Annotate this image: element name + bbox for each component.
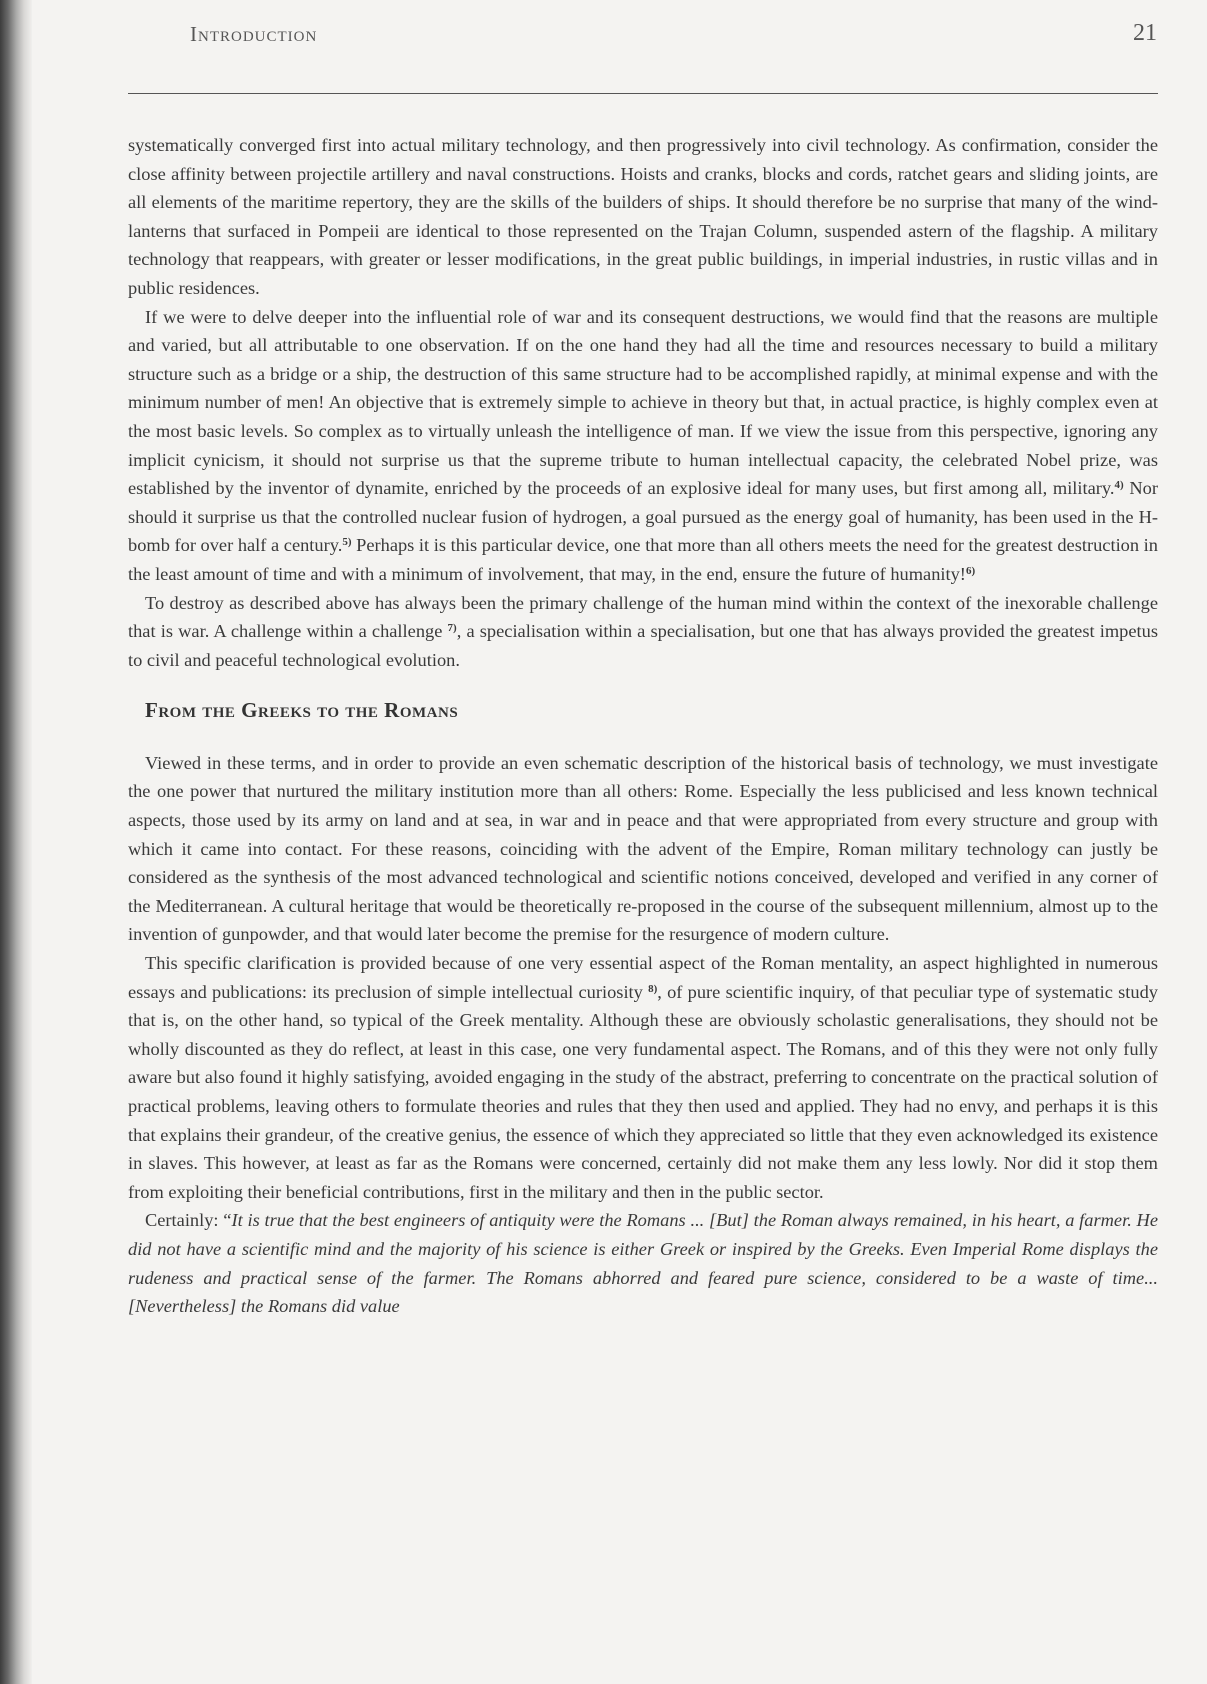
- running-title: Introduction: [190, 22, 318, 46]
- paragraph-4: Viewed in these terms, and in order to provide an even schematic description of the historical basis of technology, we must investigate the one power that nurtured the military institution more than all others: Rome. Especially the less publicised and less known technical aspects, those used by its army on land and at sea, in war and in peace and that were appropriated from every structure and group with which it came into contact. For these reasons, coinciding with the advent of the Empire, Roman military technology can justly be considered as the synthesis of the most advanced technological and scientific notions conceived, developed and verified in any corner of the Mediterranean. A cultural heritage that would be theoretically re-proposed in the course of the subsequent millennium, almost up to the invention of gunpowder, and that would later become the premise for the resurgence of modern culture.: [128, 752, 1158, 945]
- paragraph-3-text-b: , a specialisation within a specialisation, but one that has always provided the greatest impetus to civil and peaceful technological evolution.: [128, 621, 1158, 670]
- footnote-ref-7: 7): [447, 622, 457, 635]
- section-heading: From the Greeks to the Romans: [145, 698, 459, 723]
- page-number: 21: [1133, 20, 1157, 46]
- book-spine-shadow: [0, 0, 32, 1684]
- body-text: [128, 131, 1158, 1321]
- paragraph-5-text-b: , of pure scientific inquiry, of that peculiar type of systematic study that is, on the other hand, so typical of the Greek mentality. Although these are obviously scholastic generalisations, they should not be wholly discounted as they do reflect, at least in this case, one very fundamental aspect. The Romans, and of this they were not only fully aware but also found it highly satisfying, avoided engaging in the study of the abstract, preferring to concentrate on the practical solution of practical problems, leaving others to formulate theories and rules that they then used and applied. They had no envy, and perhaps it is this that explains their grandeur, of the creative genius, the essence of which they appreciated so little that they even acknowledged its existence in slaves. This however, at least as far as the Romans were concerned, certainly did not make them any less lowly. Nor did it stop them from exploiting their beneficial contributions, first in the military and then in the public sector.: [128, 981, 1158, 1202]
- paragraph-1: systematically converged first into actual military technology, and then progressively into civil technology. As confirmation, consider the close affinity between projectile artillery and naval constructions. Hoists and cranks, blocks and cords, ratchet gears and sliding joints, are all elements of the maritime repertory, they are the skills of the builders of ships. It should therefore be no surprise that many of the wind-lanterns that surfaced in Pompeii are identical to those represented on the Trajan Column, suspended astern of the flagship. A military technology that reappears, with greater or lesser modifications, in the great public buildings, in imperial industries, in rustic villas and in public residences.: [128, 135, 1158, 298]
- quotation-text: It is true that the best engineers of antiquity were the Romans ... [But] the Roman always remained, in his heart, a farmer. He did not have a scientific mind and the majority of his science is either Greek or inspired by the Greeks. Even Imperial Rome displays the rudeness and practical sense of the farmer. The Romans abhorred and feared pure science, considered to be a waste of time... [Nevertheless] the Romans did value: [128, 1210, 1158, 1317]
- paragraph-2-text-a: If we were to delve deeper into the influential role of war and its consequent destructions, we would find that the reasons are multiple and varied, but all attributable to one observation. If on the one hand they had all the time and resources necessary to build a military structure such as a bridge or a ship, the destruction of this same structure had to be accomplished rapidly, at minimal expense and with the minimum number of men! An objective that is extremely simple to achieve in theory but that, in actual practice, is highly complex even at the most basic levels. So complex as to virtually unleash the intelligence of man. If we view the issue from this perspective, ignoring any implicit cynicism, it should not surprise us that the supreme tribute to human intellectual capacity, the celebrated Nobel prize, was established by the inventor of dynamite, enriched by the proceeds of an explosive ideal for many uses, but first among all, military.: [128, 306, 1158, 499]
- paragraph-2-text-c: Perhaps it is this particular device, one that more than all others meets the need for the greatest destruction in the least amount of time and with a minimum of involvement, that may, in the end, ensure the future of humanity!: [128, 535, 1158, 584]
- paragraph-6-lead: Certainly: “: [145, 1210, 232, 1231]
- footnote-ref-5: 5): [342, 536, 352, 549]
- header-rule: [128, 93, 1158, 94]
- footnote-ref-6: 6): [965, 564, 976, 577]
- footnote-ref-8: 8): [648, 982, 658, 995]
- page-header: [190, 20, 1157, 54]
- paragraph-5: [128, 949, 1158, 1206]
- footnote-ref-4: 4): [1114, 479, 1124, 492]
- paragraph-2: [128, 303, 1158, 589]
- paragraph-5-text-a: This specific clarification is provided because of one very essential aspect of the Roman mentality, an aspect highlighted in numerous essays and publications: its preclusion of simple intellectual curiosity: [128, 953, 1158, 1002]
- paragraph-3: [128, 589, 1158, 675]
- paragraph-6: [128, 1206, 1158, 1320]
- paragraph-3-text-a: To destroy as described above has always been the primary challenge of the human mind within the context of the inexorable challenge that is war. A challenge within a challenge: [128, 592, 1158, 642]
- paragraph-2-text-b: Nor should it surprise us that the controlled nuclear fusion of hydrogen, a goal pursued as the energy goal of humanity, has been used in the H-bomb for over half a century.: [128, 478, 1158, 556]
